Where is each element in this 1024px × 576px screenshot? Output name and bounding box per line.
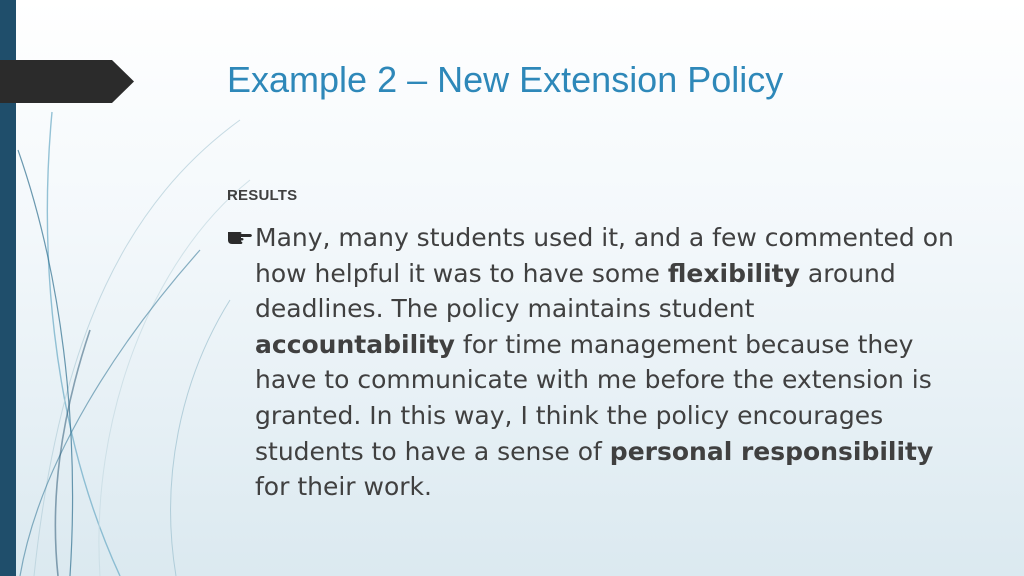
title-arrow-shape [0,60,134,103]
slide-title: Example 2 – New Extension Policy [227,59,784,100]
emphasis-personal-responsibility: personal responsibility [609,436,934,466]
text-run: for time management because they have to communicate with me before the extension is granted. In this way, I think the policy encourages students to have a sense of [255,329,932,466]
emphasis-flexibility: flexibility [667,258,800,288]
emphasis-accountability: accountability [255,329,455,359]
text-run: for their work. [255,472,432,502]
bullet-item [226,220,966,505]
section-heading: RESULTS [227,187,298,204]
pointing-hand-icon [226,228,252,246]
text-run: Many, many students used it, and a few commented on how helpful it was to have some [255,223,954,288]
bullet-text [255,220,961,505]
text-run: around deadlines. The policy maintains student [255,258,896,324]
